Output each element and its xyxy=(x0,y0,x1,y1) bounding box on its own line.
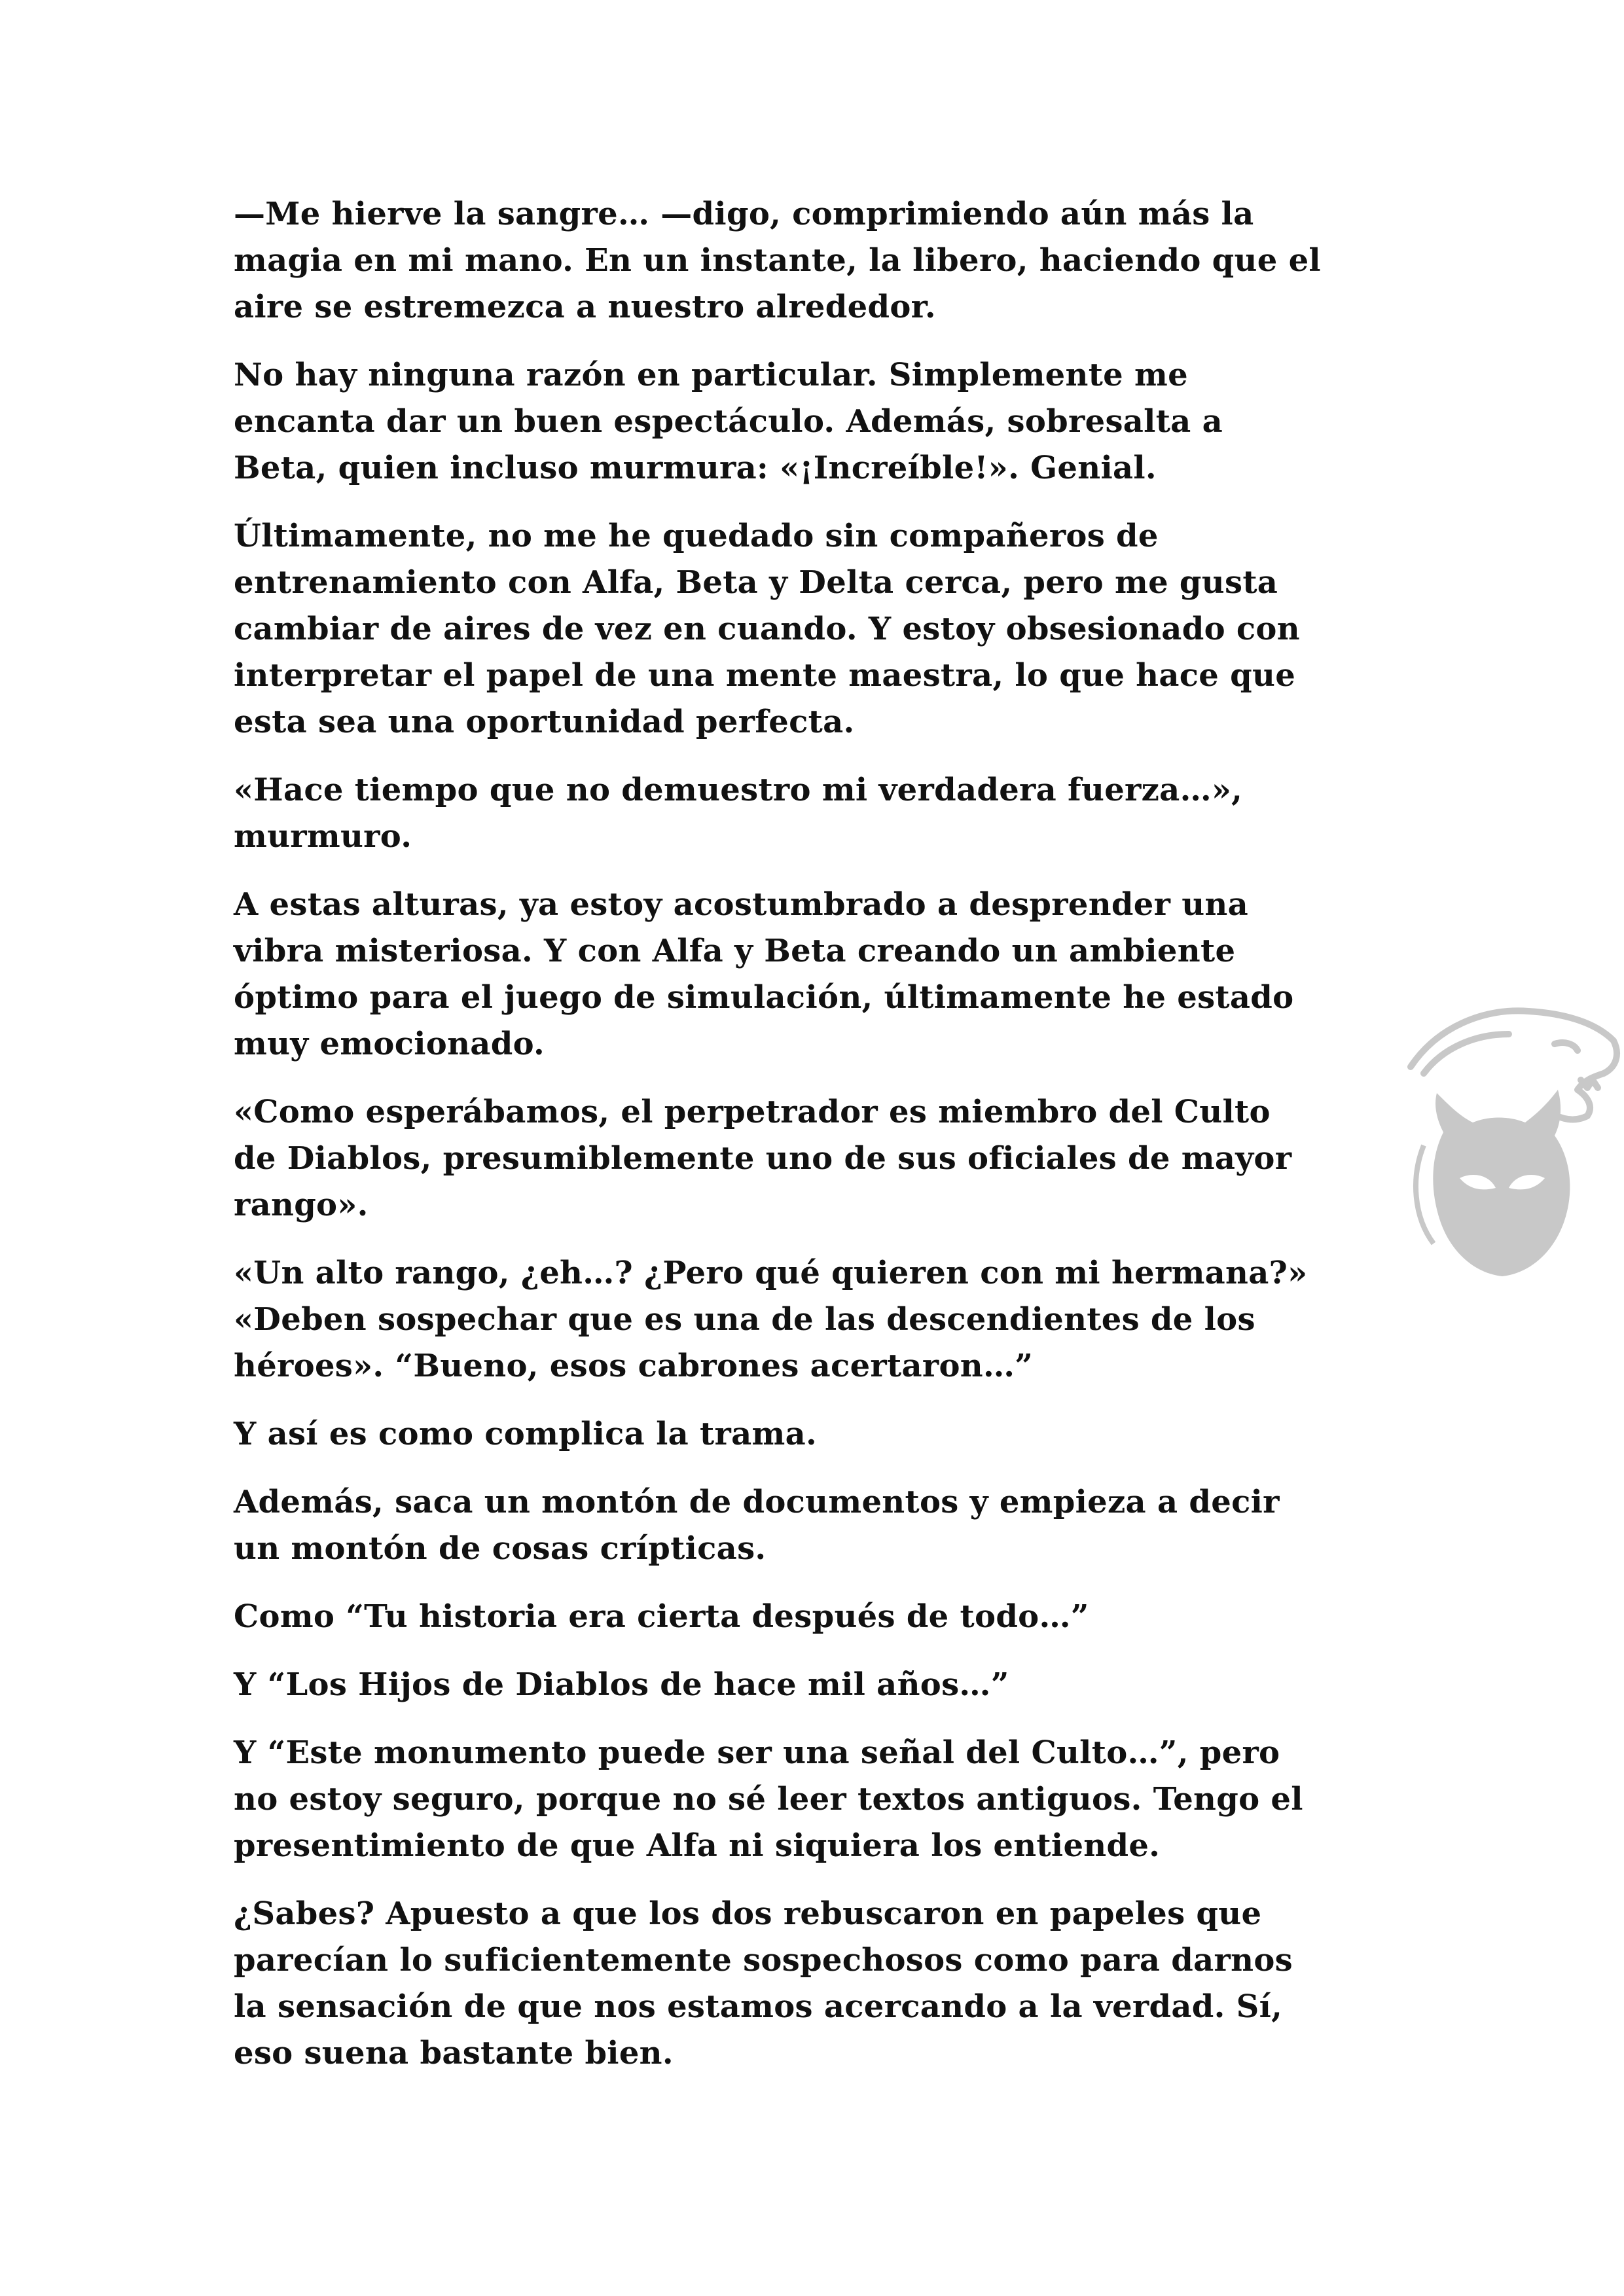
paragraph-11: Y “Los Hijos de Diablos de hace mil años…” xyxy=(234,1666,1009,1703)
paragraph-5: A estas alturas, ya estoy acostumbrado a desprender una vibra misteriosa. Y con Alfa y Beta creando un ambiente óptimo para el juego de simulación, últimamente he estado muy emocionado. xyxy=(234,886,1294,1062)
paragraph-12: Y “Este monumento puede ser una señal del Culto…”, pero no estoy seguro, porque no sé leer textos antiguos. Tengo el presentimiento de que Alfa ni siquiera los entiende. xyxy=(234,1734,1303,1864)
paragraph-1: —Me hierve la sangre… —digo, comprimiendo aún más la magia en mi mano. En un instante, la libero, haciendo que el aire se estremezca a nuestro alrededor. xyxy=(234,196,1321,325)
paragraph-6: «Como esperábamos, el perpetrador es miembro del Culto de Diablos, presumiblemente uno de sus oficiales de mayor rango». xyxy=(234,1094,1292,1223)
body-text xyxy=(234,191,1432,2098)
paragraph-2: No hay ninguna razón en particular. Simplemente me encanta dar un buen espectáculo. Además, sobresalta a Beta, quien incluso murmura: «¡Increíble!». Genial. xyxy=(234,357,1223,486)
paragraph-10: Como “Tu historia era cierta después de todo…” xyxy=(234,1598,1089,1635)
paragraph-4: «Hace tiempo que no demuestro mi verdadera fuerza…», murmuro. xyxy=(234,772,1243,855)
paragraph-9: Además, saca un montón de documentos y empieza a decir un montón de cosas crípticas. xyxy=(234,1484,1280,1567)
paragraph-7: «Un alto rango, ¿eh…? ¿Pero qué quieren con mi hermana?» «Deben sospechar que es una de las descendientes de los héroes». “Bueno, esos cabrones acertaron…” xyxy=(234,1255,1308,1384)
paragraph-13: ¿Sabes? Apuesto a que los dos rebuscaron en papeles que parecían lo suficientemente sospechosos como para darnos la sensación de que nos estamos acercando a la verdad. Sí, eso suena bastante bien. xyxy=(234,1895,1293,2072)
dinosaur-devil-logo-icon xyxy=(1398,982,1623,1309)
paragraph-3: Últimamente, no me he quedado sin compañeros de entrenamiento con Alfa, Beta y Delta cerca, pero me gusta cambiar de aires de vez en cuando. Y estoy obsesionado con interpretar el papel de una mente maestra, lo que hace que esta sea una oportunidad perfecta. xyxy=(234,518,1300,740)
paragraph-8: Y así es como complica la trama. xyxy=(234,1416,817,1452)
